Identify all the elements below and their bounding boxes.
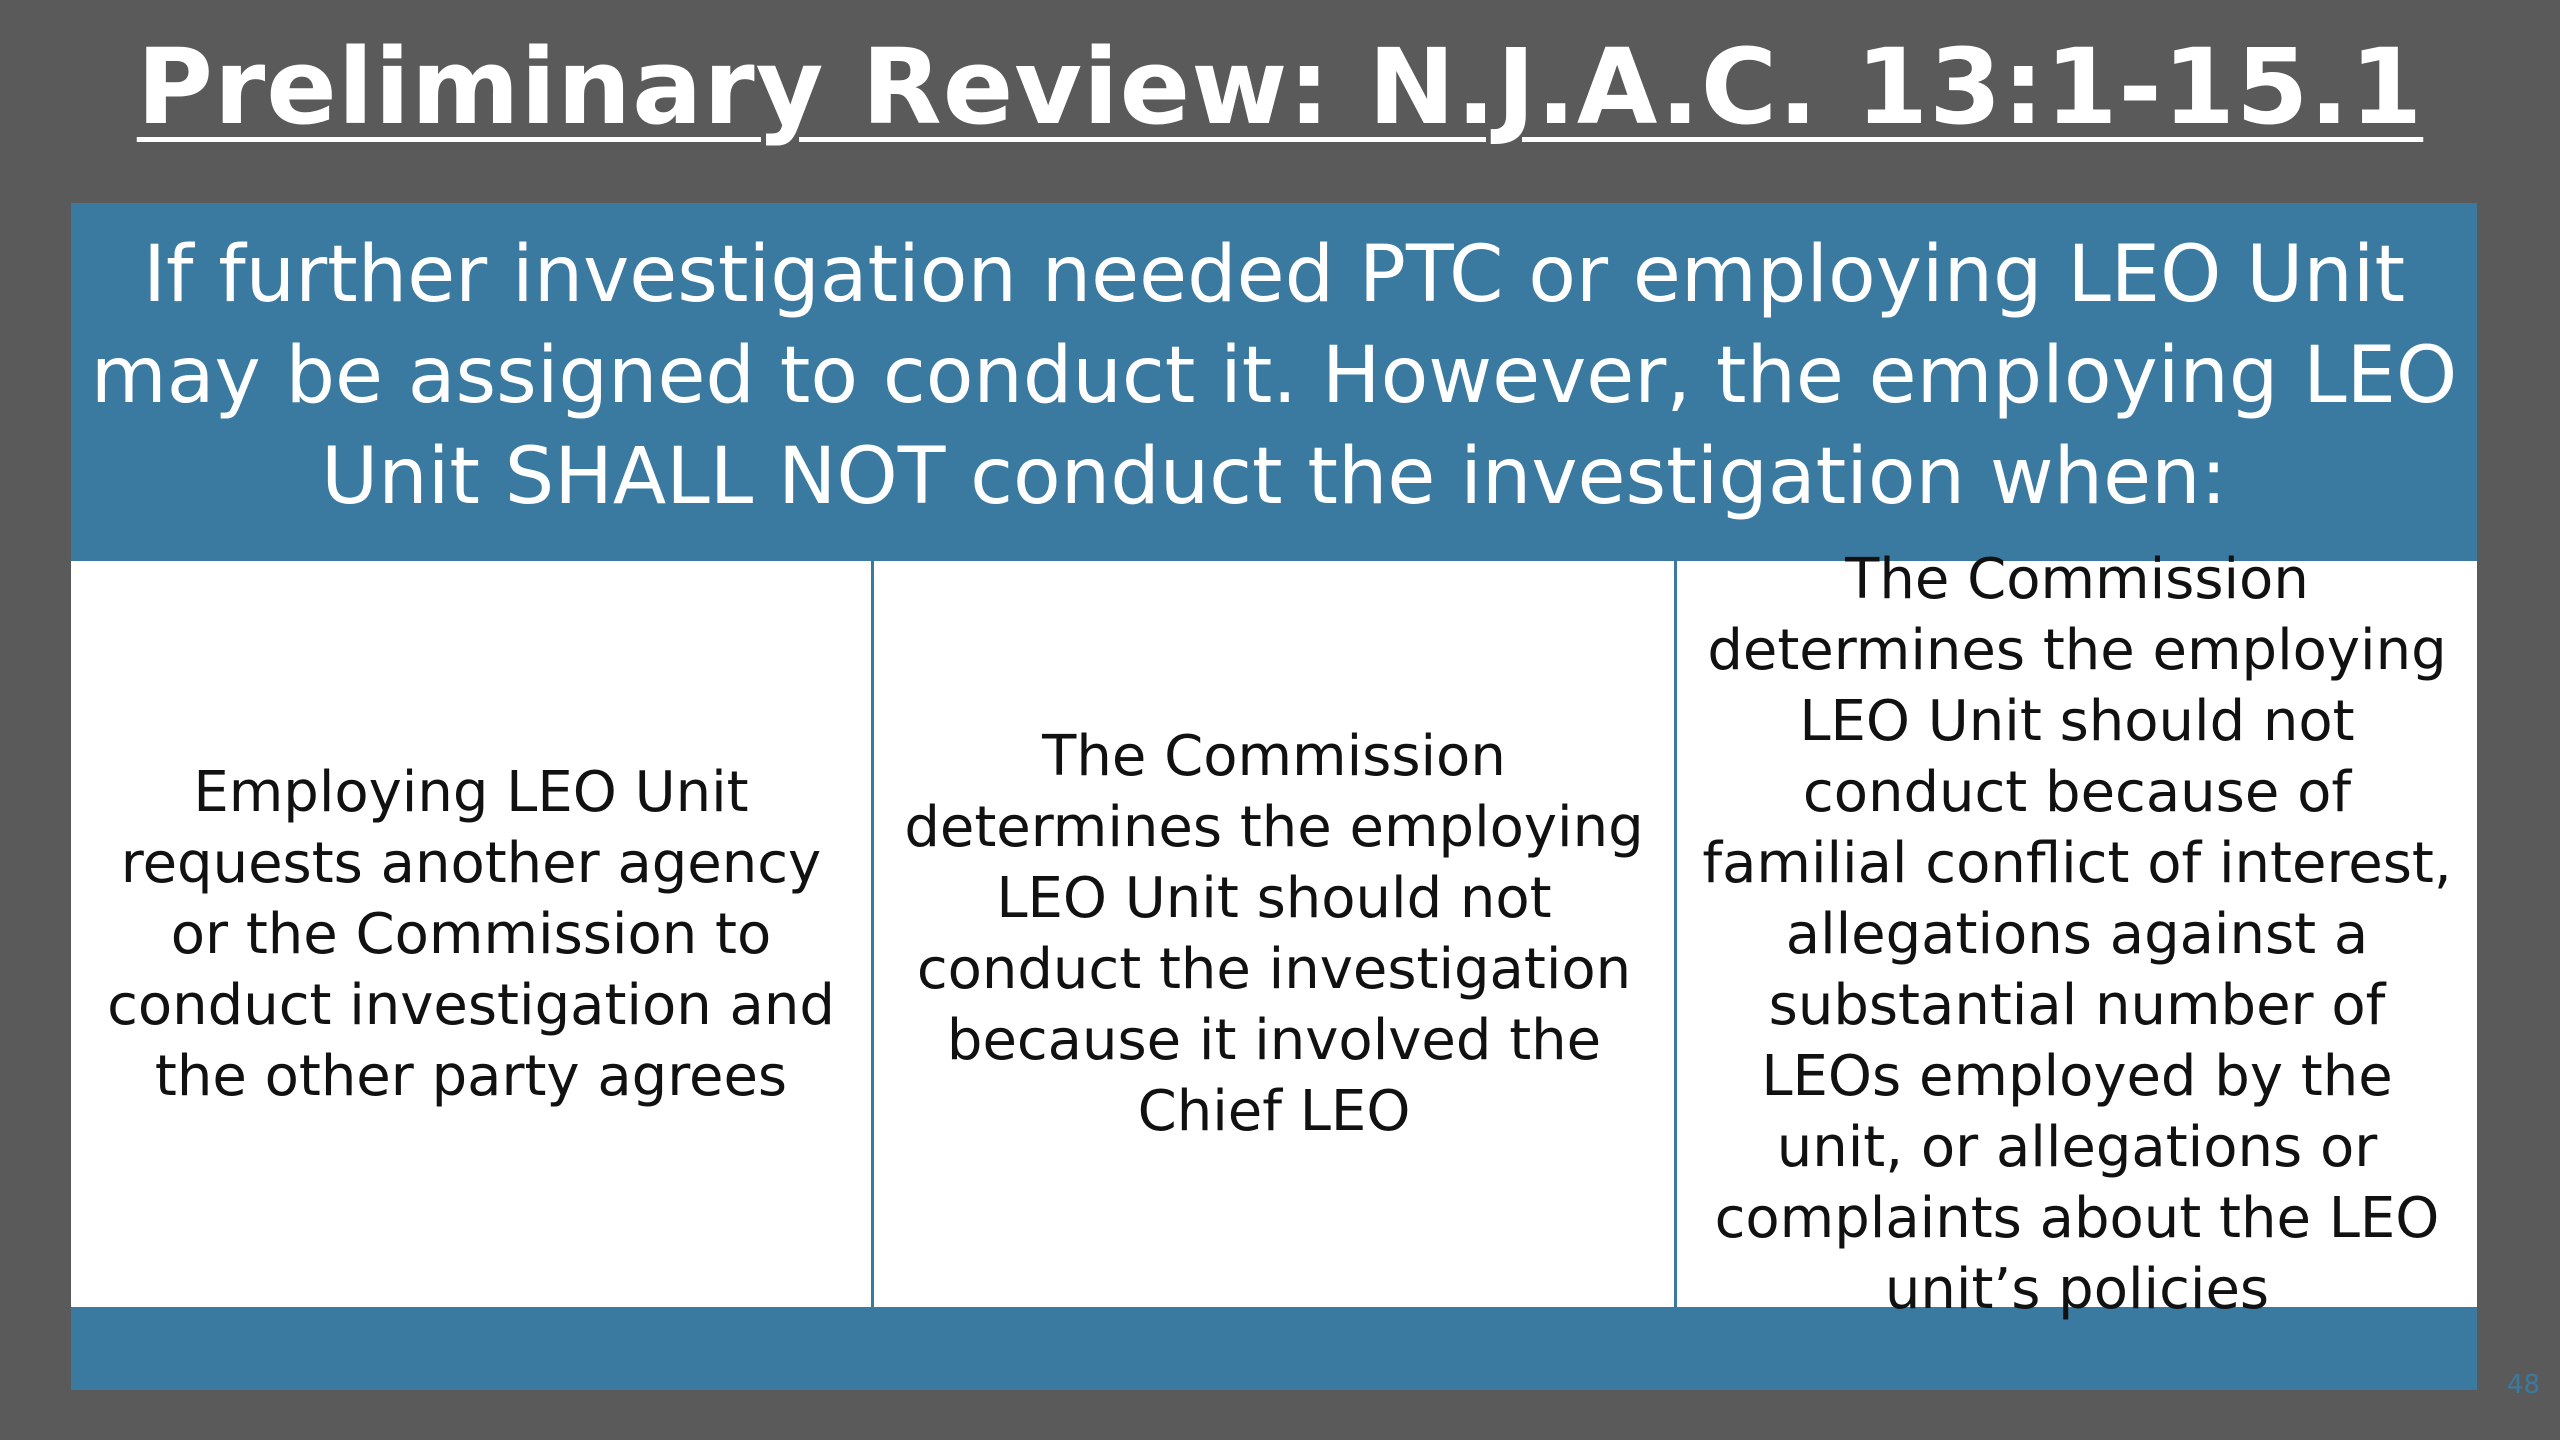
conditions-table — [71, 546, 2477, 1322]
content-panel — [71, 203, 2477, 1390]
condition-text: Employing LEO Unit requests another agency or the Commission to conduct investigation and the other party agrees — [107, 759, 835, 1109]
slide-title — [0, 22, 2560, 152]
condition-cell-2 — [874, 561, 1674, 1307]
slide-title-text: Preliminary Review: N.J.A.C. 13:1-15.1 — [136, 26, 2424, 148]
intro-text: If further investigation needed PTC or employing LEO Unit may be assigned to conduct it. However, the employing LEO Unit SHALL NOT conduct the investigation when: — [90, 230, 2458, 522]
page-number: 48 — [2506, 1370, 2540, 1400]
condition-cell-1 — [71, 561, 871, 1307]
condition-cell-3 — [1677, 546, 2477, 1322]
condition-text: The Commission determines the employing LEO Unit should not conduct because of familial conflict of interest, allegations against a substantial number of LEOs employed by the unit, or allegations or complaints about the LEO unit’s policies — [1702, 546, 2452, 1322]
condition-text: The Commission determines the employing LEO Unit should not conduct the investigation because it involved the Chief LEO — [904, 724, 1644, 1144]
